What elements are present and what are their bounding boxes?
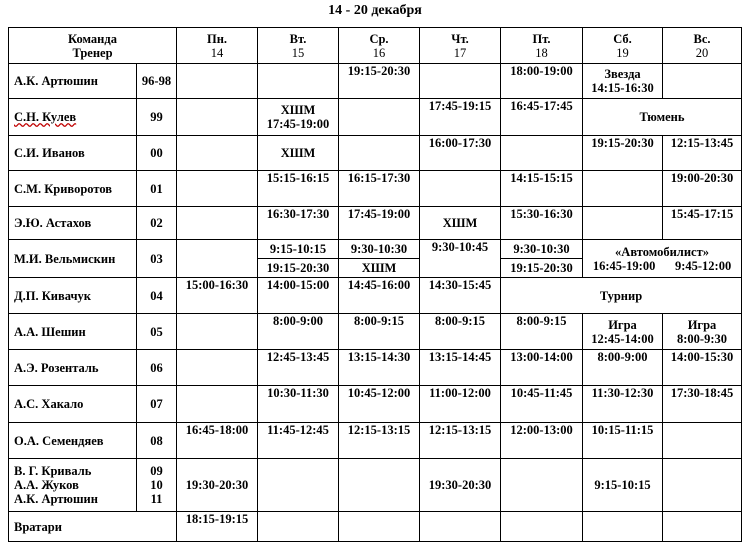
cell-wed: 17:45-19:00	[339, 207, 420, 240]
cell-thu: 12:15-13:15	[420, 423, 501, 459]
cell-thu: ХШМ	[420, 207, 501, 240]
cell-wed: 12:15-13:15	[339, 423, 420, 459]
table-row	[9, 171, 742, 207]
team-year: 00	[137, 136, 177, 171]
table-row	[9, 350, 742, 386]
cell-wed: 13:15-14:30	[339, 350, 420, 386]
table-row	[9, 512, 742, 542]
cell-wed: 8:00-9:15	[339, 314, 420, 350]
cell-fri	[501, 512, 583, 542]
table-row	[9, 423, 742, 459]
cell-sat: 8:00-9:00	[583, 350, 663, 386]
cell-tue: ХШМ	[258, 136, 339, 171]
cell-fri: 15:30-16:30	[501, 207, 583, 240]
header-mon: Пн. 14	[177, 28, 258, 64]
cell-wed-evening: ХШМ	[339, 259, 420, 278]
goalkeepers-label: Вратари	[9, 512, 177, 542]
header-tue: Вт. 15	[258, 28, 339, 64]
team-year: 07	[137, 386, 177, 423]
cell-sun	[663, 459, 742, 512]
cell-fri: 16:45-17:45	[501, 99, 583, 136]
cell-wed-morning: 9:30-10:30	[339, 240, 420, 259]
cell-thu: 11:00-12:00	[420, 386, 501, 423]
cell-mon: 16:45-18:00	[177, 423, 258, 459]
cell-sat: 9:15-10:15	[583, 459, 663, 512]
schedule-table	[8, 27, 742, 542]
cell-thu: 8:00-9:15	[420, 314, 501, 350]
cell-tue: 11:45-12:45	[258, 423, 339, 459]
cell-tue: 10:30-11:30	[258, 386, 339, 423]
cell-wed	[339, 459, 420, 512]
cell-fri-morning: 9:30-10:30	[501, 240, 583, 259]
coach-name: С.М. Криворотов	[9, 171, 137, 207]
cell-fri-evening: 19:15-20:30	[501, 259, 583, 278]
cell-fri	[501, 459, 583, 512]
cell-fri: 18:00-19:00	[501, 64, 583, 99]
cell-mon: 19:30-20:30	[177, 459, 258, 512]
cell-sat: 10:15-11:15	[583, 423, 663, 459]
cell-thu	[420, 512, 501, 542]
coach-name: Д.П. Кивачук	[9, 278, 137, 314]
cell-mon	[177, 136, 258, 171]
coach-name: О.А. Семендяев	[9, 423, 137, 459]
header-thu: Чт. 17	[420, 28, 501, 64]
cell-weekend	[583, 240, 742, 278]
cell-fri-sun: Турнир	[501, 278, 742, 314]
cell-tue	[258, 459, 339, 512]
header-team-coach	[9, 28, 177, 64]
cell-sat	[583, 171, 663, 207]
team-year: 99	[137, 99, 177, 136]
cell-tue	[258, 64, 339, 99]
cell-tue: 14:00-15:00	[258, 278, 339, 314]
cell-tue: 15:15-16:15	[258, 171, 339, 207]
cell-sun	[663, 512, 742, 542]
cell-wed: 10:45-12:00	[339, 386, 420, 423]
header-sun: Вс. 20	[663, 28, 742, 64]
cell-mon	[177, 240, 258, 278]
cell-fri: 13:00-14:00	[501, 350, 583, 386]
header-coach: Тренер	[72, 45, 113, 60]
team-year: 06	[137, 350, 177, 386]
cell-mon	[177, 314, 258, 350]
header-fri: Пт. 18	[501, 28, 583, 64]
cell-sat	[583, 207, 663, 240]
cell-sun: 17:30-18:45	[663, 386, 742, 423]
team-year: 01	[137, 171, 177, 207]
coach-name: А.К. Артюшин	[9, 64, 137, 99]
header-row	[9, 28, 742, 64]
cell-mon	[177, 207, 258, 240]
team-year: 05	[137, 314, 177, 350]
cell-sat: 11:30-12:30	[583, 386, 663, 423]
team-year: 08	[137, 423, 177, 459]
coach-names: В. Г. Криваль А.А. Жуков А.К. Артюшин	[9, 459, 137, 512]
team-years: 09 10 11	[137, 459, 177, 512]
coach-name: А.С. Хакало	[9, 386, 137, 423]
cell-thu: 9:30-10:45	[420, 240, 501, 278]
header-sat: Сб. 19	[583, 28, 663, 64]
header-team: Команда	[68, 31, 117, 46]
cell-thu	[420, 171, 501, 207]
cell-fri	[501, 136, 583, 171]
cell-sun: Игра 8:00-9:30	[663, 314, 742, 350]
cell-sat: Игра 12:45-14:00	[583, 314, 663, 350]
cell-sat: Звезда 14:15-16:30	[583, 64, 663, 99]
cell-tue	[258, 512, 339, 542]
cell-fri: 12:00-13:00	[501, 423, 583, 459]
cell-tue: 12:45-13:45	[258, 350, 339, 386]
cell-thu: 17:45-19:15	[420, 99, 501, 136]
table-row	[9, 386, 742, 423]
team-year: 96-98	[137, 64, 177, 99]
table-row	[9, 278, 742, 314]
cell-thu: 19:30-20:30	[420, 459, 501, 512]
cell-fri: 10:45-11:45	[501, 386, 583, 423]
team-year: 03	[137, 240, 177, 278]
cell-mon	[177, 386, 258, 423]
cell-wed	[339, 99, 420, 136]
coach-name: А.А. Шешин	[9, 314, 137, 350]
cell-tue: 8:00-9:00	[258, 314, 339, 350]
weekend-sat: 16:45-19:00	[592, 258, 656, 273]
cell-mon	[177, 99, 258, 136]
cell-wed: 19:15-20:30	[339, 64, 420, 99]
weekend-times	[583, 259, 741, 273]
cell-sun	[663, 64, 742, 99]
cell-thu: 13:15-14:45	[420, 350, 501, 386]
cell-thu: 14:30-15:45	[420, 278, 501, 314]
cell-weekend: Тюмень	[583, 99, 742, 136]
cell-mon	[177, 171, 258, 207]
header-wed: Ср. 16	[339, 28, 420, 64]
cell-sat: 19:15-20:30	[583, 136, 663, 171]
cell-wed	[339, 136, 420, 171]
coach-name: С.И. Иванов	[9, 136, 137, 171]
table-row	[9, 136, 742, 171]
cell-tue: 16:30-17:30	[258, 207, 339, 240]
cell-fri: 14:15-15:15	[501, 171, 583, 207]
cell-tue: ХШМ 17:45-19:00	[258, 99, 339, 136]
cell-wed	[339, 512, 420, 542]
cell-sun: 15:45-17:15	[663, 207, 742, 240]
coach-name: С.Н. Кулев	[9, 99, 137, 136]
cell-thu	[420, 64, 501, 99]
cell-mon	[177, 64, 258, 99]
cell-thu: 16:00-17:30	[420, 136, 501, 171]
weekend-title: «Автомобилист»	[615, 244, 709, 259]
cell-mon: 18:15-19:15	[177, 512, 258, 542]
table-row	[9, 207, 742, 240]
cell-mon: 15:00-16:30	[177, 278, 258, 314]
cell-tue-evening: 19:15-20:30	[258, 259, 339, 278]
cell-sat	[583, 512, 663, 542]
table-row	[9, 240, 742, 259]
weekend-sun: 9:45-12:00	[674, 258, 732, 273]
coach-name: М.И. Вельмискин	[9, 240, 137, 278]
coach-name: Э.Ю. Астахов	[9, 207, 137, 240]
table-row	[9, 314, 742, 350]
cell-sun: 12:15-13:45	[663, 136, 742, 171]
cell-fri: 8:00-9:15	[501, 314, 583, 350]
team-year: 04	[137, 278, 177, 314]
table-row	[9, 99, 742, 136]
schedule-title: 14 - 20 декабря	[328, 3, 422, 18]
coach-name: А.Э. Розенталь	[9, 350, 137, 386]
cell-sun: 14:00-15:30	[663, 350, 742, 386]
cell-sun	[663, 423, 742, 459]
table-row	[9, 64, 742, 99]
cell-wed: 14:45-16:00	[339, 278, 420, 314]
cell-wed: 16:15-17:30	[339, 171, 420, 207]
cell-mon	[177, 350, 258, 386]
table-row	[9, 459, 742, 512]
cell-sun: 19:00-20:30	[663, 171, 742, 207]
team-year: 02	[137, 207, 177, 240]
cell-tue-morning: 9:15-10:15	[258, 240, 339, 259]
